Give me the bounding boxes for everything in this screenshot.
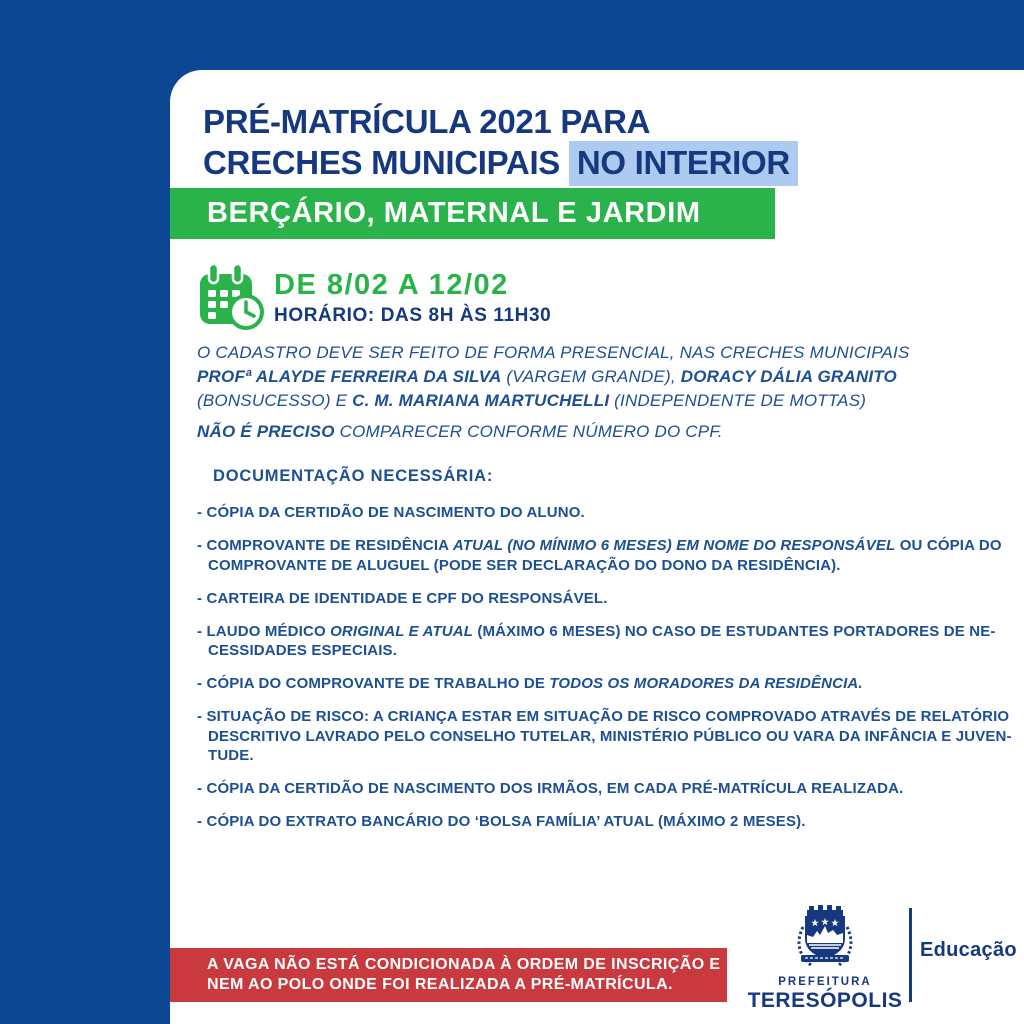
calendar-clock-icon: [198, 262, 266, 332]
alert-banner: [170, 948, 727, 1002]
schedule: HORÁRIO: DAS 8H ÀS 11H30: [274, 305, 552, 326]
list-item: - CARTEIRA DE IDENTIDADE E CPF DO RESPONSÁVEL.: [197, 589, 608, 607]
list-item: - CÓPIA DA CERTIDÃO DE NASCIMENTO DO ALUNO.: [197, 504, 585, 521]
teresopolis-crest-icon: [793, 903, 857, 973]
content-card: [170, 70, 1024, 1024]
date-section: [198, 262, 551, 332]
cpf-note: NÃO É PRECISO COMPARECER CONFORME NÚMERO DO CPF.: [197, 422, 723, 441]
list-item: - SITUAÇÃO DE RISCO: A CRIANÇA ESTAR EM SITUAÇÃO DE RISCO COMPROVADO ATRAVÉS DE RELATÓRIO DESCRITIVO LAVRADO PELO CONSELHO TUTELAR, MINISTÉRIO PÚBLICO OU VARA DA INFÂNCIA E JUVEN- TUDE.: [197, 708, 1012, 764]
logo-prefeitura-label: PREFEITURA: [778, 976, 872, 988]
city-logo: [747, 903, 903, 1013]
subtitle-banner: BERÇÁRIO, MATERNAL E JARDIM: [170, 188, 775, 239]
alert-line1: A VAGA NÃO ESTÁ CONDICIONADA À ORDEM DE INSCRIÇÃO E: [207, 956, 721, 973]
list-item: - CÓPIA DA CERTIDÃO DE NASCIMENTO DOS IRMÃOS, EM CADA PRÉ-MATRÍCULA REALIZADA.: [197, 780, 904, 797]
date-texts: [274, 262, 551, 327]
documentation-header: DOCUMENTAÇÃO NECESSÁRIA:: [213, 467, 494, 485]
page-title: [203, 101, 798, 183]
intro-paragraph: O CADASTRO DEVE SER FEITO DE FORMA PRESENCIAL, NAS CRECHES MUNICIPAIS PROFª ALAYDE FERREIRA DA SILVA (VARGEM GRANDE), DORACY DÁLIA GRANITO (BONSUCESSO) E C. M. MARIANA MARTUCHELLI (INDEPENDENTE DE MOTTAS): [197, 343, 910, 410]
documentation-list: [197, 503, 1024, 845]
title-line2: CRECHES MUNICIPAIS: [203, 144, 569, 181]
date-range: DE 8/02 A 12/02: [274, 269, 509, 301]
list-item: - CÓPIA DO EXTRATO BANCÁRIO DO ‘BOLSA FAMÍLIA’ ATUAL (MÁXIMO 2 MESES).: [197, 813, 806, 830]
list-item: - LAUDO MÉDICO ORIGINAL E ATUAL (MÁXIMO 6 MESES) NO CASO DE ESTUDANTES PORTADORES DE NE- CESSIDADES ESPECIAIS.: [197, 622, 996, 659]
list-item: - COMPROVANTE DE RESIDÊNCIA ATUAL (NO MÍNIMO 6 MESES) EM NOME DO RESPONSÁVEL OU CÓPIA DO COMPROVANTE DE ALUGUEL (PODE SER DECLARAÇÃO DO DONO DA RESIDÊNCIA).: [197, 537, 1002, 574]
title-line1: PRÉ-MATRÍCULA 2021 PARA: [203, 103, 651, 140]
logo-city-label: TERESÓPOLIS: [747, 989, 903, 1012]
logo-divider: [909, 908, 912, 1002]
title-highlight: NO INTERIOR: [569, 141, 798, 186]
department-label: Educação: [920, 939, 1017, 961]
list-item: - CÓPIA DO COMPROVANTE DE TRABALHO DE TODOS OS MORADORES DA RESIDÊNCIA.: [197, 675, 863, 692]
alert-line2: NEM AO POLO ONDE FOI REALIZADA A PRÉ-MATRÍCULA.: [207, 976, 673, 993]
